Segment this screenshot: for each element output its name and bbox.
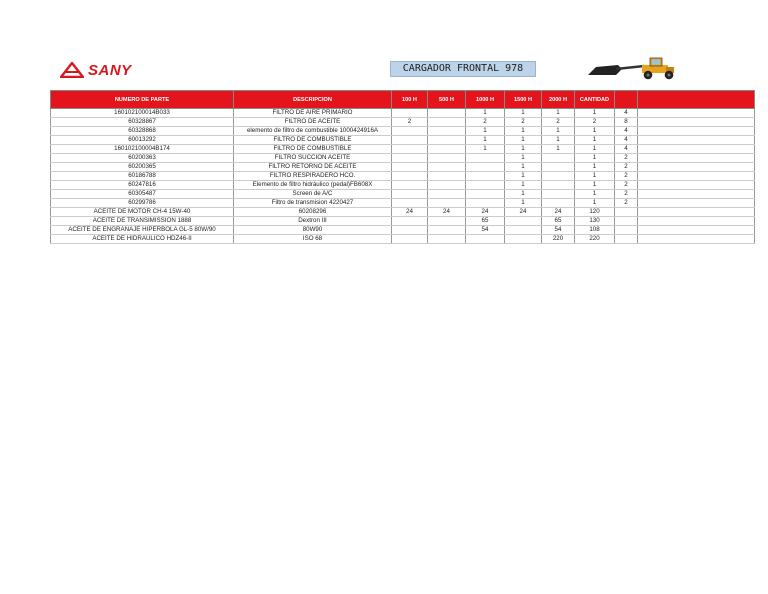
cell-h100: [392, 154, 428, 163]
cell-extra-1: 2: [615, 190, 638, 199]
cell-h100: [392, 136, 428, 145]
cell-quantity: 1: [575, 181, 615, 190]
cell-h2000: [542, 190, 575, 199]
cell-h1500: [505, 235, 542, 244]
cell-extra-1: 2: [615, 172, 638, 181]
cell-extra-1: [615, 235, 638, 244]
cell-h100: [392, 181, 428, 190]
cell-h2000: 220: [542, 235, 575, 244]
cell-extra-1: 8: [615, 118, 638, 127]
table-row: [51, 154, 755, 163]
cell-h500: [428, 226, 466, 235]
cell-h500: [428, 145, 466, 154]
cell-extra-2: [638, 235, 755, 244]
cell-h1000: [466, 154, 505, 163]
cell-h1500: 1: [505, 127, 542, 136]
col-header-description: DESCRIPCION: [234, 91, 392, 109]
cell-extra-2: [638, 163, 755, 172]
cell-extra-2: [638, 154, 755, 163]
cell-extra-1: 2: [615, 154, 638, 163]
cell-extra-2: [638, 172, 755, 181]
cell-h1000: [466, 172, 505, 181]
cell-extra-2: [638, 118, 755, 127]
cell-extra-1: 4: [615, 145, 638, 154]
sany-emblem-icon: [60, 62, 84, 78]
cell-quantity: 1: [575, 136, 615, 145]
cell-part-number: ACEITE DE TRANSIMISSION 1888: [51, 217, 234, 226]
sany-logo: [60, 60, 132, 80]
cell-h1000: 1: [466, 136, 505, 145]
cell-h1500: 1: [505, 145, 542, 154]
cell-h2000: [542, 163, 575, 172]
cell-description: FILTRO RETORNO DE ACEITE: [234, 163, 392, 172]
table-row: [51, 109, 755, 118]
col-header-quantity: CANTIDAD: [575, 91, 615, 109]
cell-extra-2: [638, 127, 755, 136]
page-title: CARGADOR FRONTAL 978: [390, 61, 536, 77]
cell-description: Elemento de filtro hidráulico (pedal)FB608X: [234, 181, 392, 190]
cell-description: Screen de A/C: [234, 190, 392, 199]
cell-h100: [392, 163, 428, 172]
cell-extra-1: 4: [615, 127, 638, 136]
cell-quantity: 1: [575, 109, 615, 118]
cell-h2000: 2: [542, 118, 575, 127]
table-row: [51, 118, 755, 127]
cell-part-number: 60328868: [51, 127, 234, 136]
cell-h2000: [542, 172, 575, 181]
cell-h1000: [466, 181, 505, 190]
cell-h1000: 54: [466, 226, 505, 235]
cell-h500: [428, 235, 466, 244]
col-header-1000h: 1000 H: [466, 91, 505, 109]
cell-h2000: 1: [542, 136, 575, 145]
table-row: [51, 172, 755, 181]
cell-h500: [428, 199, 466, 208]
cell-extra-1: [615, 217, 638, 226]
cell-extra-2: [638, 136, 755, 145]
cell-part-number: 60299786: [51, 199, 234, 208]
cell-h1000: 65: [466, 217, 505, 226]
cell-description: FILTRO DE COMBUSTIBLE: [234, 136, 392, 145]
cell-extra-2: [638, 190, 755, 199]
cell-h1000: [466, 199, 505, 208]
cell-description: 60208296: [234, 208, 392, 217]
cell-h100: [392, 226, 428, 235]
cell-h500: [428, 190, 466, 199]
col-header-100h: 100 H: [392, 91, 428, 109]
cell-description: elemento de filtro de combustible 1000424916A: [234, 127, 392, 136]
cell-h2000: [542, 181, 575, 190]
table-header-row: [51, 91, 755, 109]
cell-h1500: 1: [505, 136, 542, 145]
cell-quantity: 1: [575, 199, 615, 208]
cell-extra-2: [638, 208, 755, 217]
cell-quantity: 120: [575, 208, 615, 217]
col-header-500h: 500 H: [428, 91, 466, 109]
cell-h1500: 1: [505, 109, 542, 118]
cell-h1500: 24: [505, 208, 542, 217]
col-header-1500h: 1500 H: [505, 91, 542, 109]
cell-description: FILTRO DE COMBUSTIBLE: [234, 145, 392, 154]
cell-h100: [392, 109, 428, 118]
cell-quantity: 1: [575, 172, 615, 181]
cell-h100: [392, 190, 428, 199]
table-row: [51, 208, 755, 217]
cell-part-number: 160102100014B033: [51, 109, 234, 118]
cell-h100: 2: [392, 118, 428, 127]
cell-quantity: 108: [575, 226, 615, 235]
wheel-loader-icon: [586, 56, 682, 85]
col-header-2000h: 2000 H: [542, 91, 575, 109]
table-row: [51, 181, 755, 190]
cell-h100: [392, 172, 428, 181]
table-row: [51, 127, 755, 136]
cell-h2000: 1: [542, 145, 575, 154]
cell-description: FILTRO RESPIRADERO HCO.: [234, 172, 392, 181]
cell-h2000: 65: [542, 217, 575, 226]
cell-extra-2: [638, 199, 755, 208]
cell-part-number: 60013292: [51, 136, 234, 145]
table-row: [51, 217, 755, 226]
cell-h1000: 1: [466, 109, 505, 118]
col-header-blank-2: [638, 91, 755, 109]
cell-extra-1: 4: [615, 136, 638, 145]
cell-part-number: 60200365: [51, 163, 234, 172]
cell-part-number: 60186788: [51, 172, 234, 181]
cell-h100: [392, 145, 428, 154]
cell-h1000: [466, 163, 505, 172]
cell-extra-1: [615, 208, 638, 217]
brand-name: SANY: [88, 61, 132, 79]
cell-h1500: [505, 226, 542, 235]
cell-h2000: 1: [542, 109, 575, 118]
cell-extra-2: [638, 109, 755, 118]
cell-h500: [428, 181, 466, 190]
cell-h2000: [542, 154, 575, 163]
cell-extra-1: 2: [615, 199, 638, 208]
cell-h1500: [505, 217, 542, 226]
col-header-blank-1: [615, 91, 638, 109]
table-row: [51, 199, 755, 208]
cell-extra-2: [638, 181, 755, 190]
cell-extra-1: 4: [615, 109, 638, 118]
cell-part-number: 60328867: [51, 118, 234, 127]
cell-extra-1: [615, 226, 638, 235]
cell-h1000: 1: [466, 145, 505, 154]
cell-h100: 24: [392, 208, 428, 217]
cell-h1000: 2: [466, 118, 505, 127]
cell-extra-2: [638, 217, 755, 226]
cell-h1000: [466, 235, 505, 244]
cell-description: Dextron III: [234, 217, 392, 226]
cell-extra-2: [638, 145, 755, 154]
cell-part-number: 60200363: [51, 154, 234, 163]
cell-h1500: 2: [505, 118, 542, 127]
table-row: [51, 145, 755, 154]
cell-description: Filtro de transmision 4220427: [234, 199, 392, 208]
cell-h500: [428, 163, 466, 172]
cell-h1500: 1: [505, 154, 542, 163]
cell-h1500: 1: [505, 172, 542, 181]
cell-h1500: 1: [505, 199, 542, 208]
cell-h500: [428, 172, 466, 181]
cell-description: 80W90: [234, 226, 392, 235]
cell-h1500: 1: [505, 181, 542, 190]
col-header-part-number: NUMERO DE PARTE: [51, 91, 234, 109]
cell-quantity: 2: [575, 118, 615, 127]
cell-part-number: ACEITE DE ENGRANAJE HIPERBOLA GL-5 80W/90: [51, 226, 234, 235]
table-row: [51, 136, 755, 145]
cell-extra-1: 2: [615, 163, 638, 172]
cell-h500: [428, 217, 466, 226]
cell-h1000: 24: [466, 208, 505, 217]
cell-h100: [392, 199, 428, 208]
cell-quantity: 1: [575, 190, 615, 199]
cell-description: FILTRO DE ACEITE: [234, 118, 392, 127]
cell-h2000: 54: [542, 226, 575, 235]
cell-description: ISO 68: [234, 235, 392, 244]
cell-h500: [428, 127, 466, 136]
cell-part-number: 60305487: [51, 190, 234, 199]
cell-h1000: 1: [466, 127, 505, 136]
cell-h500: [428, 109, 466, 118]
cell-quantity: 1: [575, 154, 615, 163]
cell-h500: [428, 136, 466, 145]
table-row: [51, 235, 755, 244]
table-row: [51, 163, 755, 172]
cell-description: FILTRO SUCCION ACEITE: [234, 154, 392, 163]
parts-table: [50, 90, 755, 244]
cell-h500: 24: [428, 208, 466, 217]
cell-extra-1: 2: [615, 181, 638, 190]
cell-h100: [392, 217, 428, 226]
cell-quantity: 1: [575, 163, 615, 172]
cell-h100: [392, 127, 428, 136]
cell-h1500: 1: [505, 190, 542, 199]
cell-h2000: 1: [542, 127, 575, 136]
cell-part-number: ACEITE DE MOTOR CH-4 15W-40: [51, 208, 234, 217]
cell-part-number: 160102100004B174: [51, 145, 234, 154]
cell-h500: [428, 154, 466, 163]
cell-h1500: 1: [505, 163, 542, 172]
cell-quantity: 220: [575, 235, 615, 244]
cell-h500: [428, 118, 466, 127]
table-row: [51, 226, 755, 235]
cell-h100: [392, 235, 428, 244]
cell-description: FILTRO DE AIRE PRIMARIO: [234, 109, 392, 118]
cell-h2000: [542, 199, 575, 208]
table-row: [51, 190, 755, 199]
cell-part-number: ACEITE DE HIDRAULICO HDZ46-II: [51, 235, 234, 244]
cell-h1000: [466, 190, 505, 199]
cell-h2000: 24: [542, 208, 575, 217]
cell-quantity: 130: [575, 217, 615, 226]
cell-extra-2: [638, 226, 755, 235]
cell-part-number: 60247816: [51, 181, 234, 190]
cell-quantity: 1: [575, 145, 615, 154]
cell-quantity: 1: [575, 127, 615, 136]
